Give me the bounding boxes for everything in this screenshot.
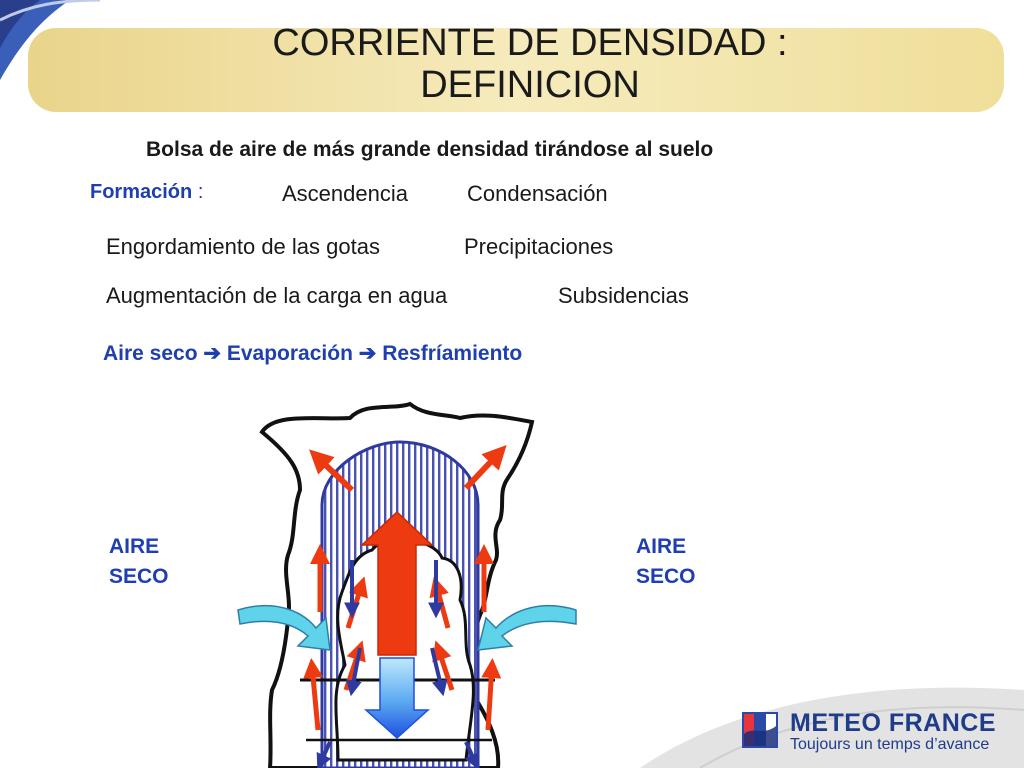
chain-evaporacion: Evaporación [226,342,353,365]
chain-aire-seco: Aire seco [103,342,198,365]
logo-name: METEO FRANCE [790,709,996,737]
right-label-line-1: AIRE [636,535,687,558]
chain-arrow-icon: ➔ [203,342,222,365]
chain-resfriamiento: Resfríamiento [382,342,523,365]
dry-air-inflow-arrow-right [478,606,576,650]
step-condensacion: Condensación [467,181,608,206]
dry-air-chain [103,341,522,366]
formation-label [90,181,203,204]
logo-tagline: Toujours un temps d’avance [790,736,990,753]
subtitle: Bolsa de aire de más grande densidad tirándose al suelo [146,138,714,161]
step-engordamiento: Engordamiento de las gotas [106,234,380,259]
step-subsidencias: Subsidencias [558,283,689,308]
title-line-1: CORRIENTE DE DENSIDAD : [272,22,788,64]
density-current-diagram [238,404,576,768]
left-dry-air-label [109,532,169,592]
right-label-line-2: SECO [636,565,696,588]
title-line-2: DEFINICION [420,64,640,106]
step-precipitaciones: Precipitaciones [464,234,614,259]
formation-colon: : [197,181,204,203]
meteo-france-logo-icon [742,712,778,748]
right-dry-air-label [636,532,696,592]
page-title [150,22,910,106]
left-label-line-1: AIRE [109,535,160,558]
step-ascendencia: Ascendencia [282,181,408,206]
step-augmentacion: Augmentación de la carga en agua [106,283,448,308]
formation-label-text: Formación [90,181,193,203]
chain-arrow-icon: ➔ [358,342,377,365]
left-label-line-2: SECO [109,565,169,588]
